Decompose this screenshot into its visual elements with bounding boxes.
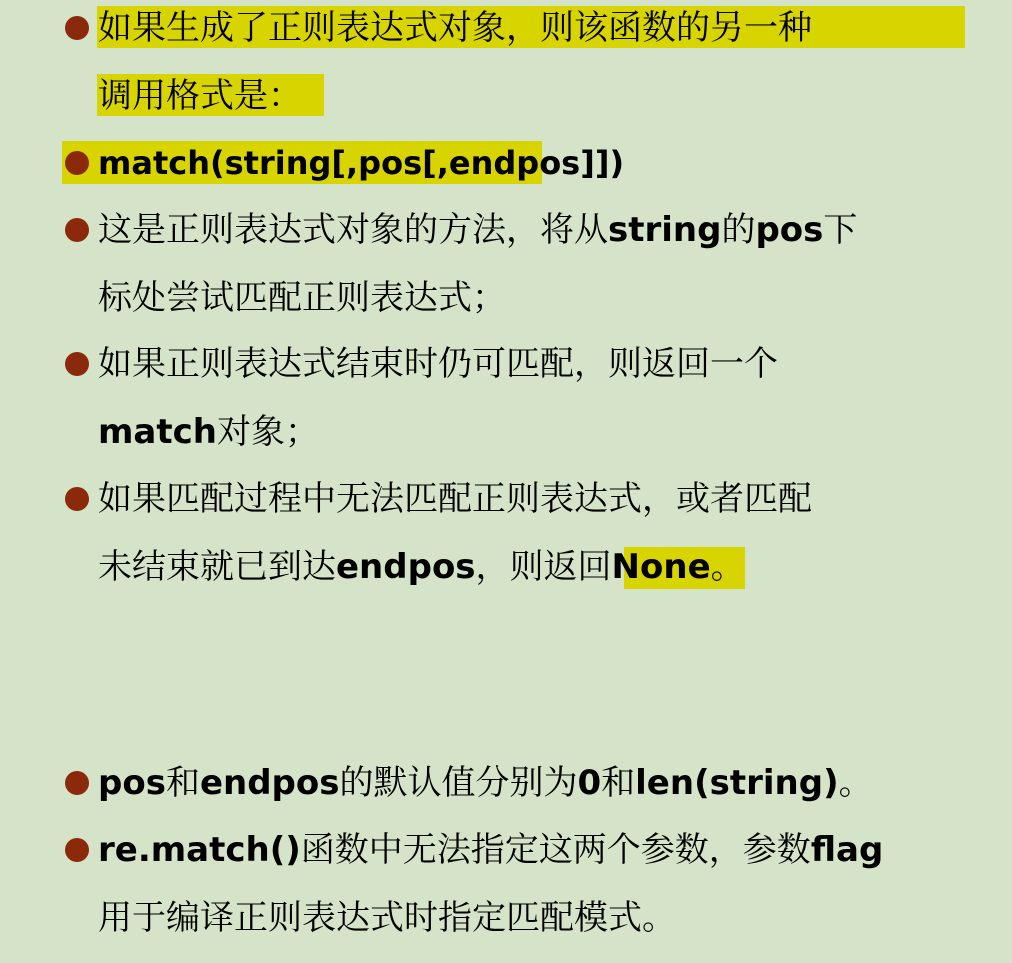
code-segment: endpos: [336, 547, 476, 587]
item-1-line-2: [98, 72, 302, 120]
code-segment: len(string): [635, 763, 839, 803]
text-segment: 和: [601, 763, 636, 803]
code-segment: match: [98, 412, 217, 452]
text-segment: 的: [721, 210, 756, 250]
code-segment: 0: [577, 763, 602, 803]
item-1-line-1: [98, 4, 812, 52]
bullet-7: [65, 838, 89, 862]
item-7-line-2: [98, 894, 676, 942]
text-segment: 。: [710, 547, 745, 587]
item-6-line-1: [98, 759, 873, 807]
item-5-line-2: [98, 543, 745, 591]
item-4-line-1: [98, 340, 778, 388]
text-segment: 对象；: [216, 412, 319, 452]
item-2-line-1: [98, 139, 624, 187]
text-segment: 的默认值分别为: [339, 763, 578, 803]
item-7-line-1: [98, 826, 883, 874]
code-segment: re.match(): [98, 830, 301, 870]
code-segment: pos: [98, 763, 166, 803]
text-segment: 。: [838, 763, 873, 803]
text-segment: 这是正则表达式对象的方法，将从: [98, 210, 608, 250]
text-segment: 如果正则表达式结束时仍可匹配，则返回一个: [98, 344, 778, 384]
text-segment: 如果匹配过程中无法匹配正则表达式，或者匹配: [98, 479, 812, 519]
text-segment: 如果生成了正则表达式对象，则该函数的另一种: [98, 8, 812, 48]
text-segment: 未结束就已到达: [98, 547, 336, 587]
bullet-3: [65, 218, 89, 242]
text-segment: 标处尝试匹配正则表达式；: [98, 278, 506, 318]
code-segment: flag: [810, 830, 884, 870]
text-segment: ，则返回: [475, 547, 612, 587]
bullet-2: [65, 151, 89, 175]
code-segment: endpos: [199, 763, 340, 803]
bullet-5: [65, 487, 89, 511]
item-5-line-1: [98, 475, 812, 523]
item-4-line-2: [98, 408, 319, 456]
code-segment: pos: [755, 210, 824, 250]
bullet-1: [65, 16, 89, 40]
text-segment: 函数中无法指定这两个参数，参数: [300, 830, 811, 870]
item-3-line-1: [98, 206, 857, 254]
bullet-4: [65, 352, 89, 376]
text-segment: 用于编译正则表达式时指定匹配模式。: [98, 898, 676, 938]
item-3-line-2: [98, 274, 506, 322]
code-segment: match(string[,pos[,endpos]]): [98, 144, 625, 182]
none-keyword: None: [611, 547, 711, 587]
bullet-6: [65, 771, 89, 795]
code-segment: string: [608, 210, 722, 250]
text-segment: 和: [165, 763, 200, 803]
text-segment: 下: [823, 210, 858, 250]
text-segment: 调用格式是：: [98, 76, 302, 116]
